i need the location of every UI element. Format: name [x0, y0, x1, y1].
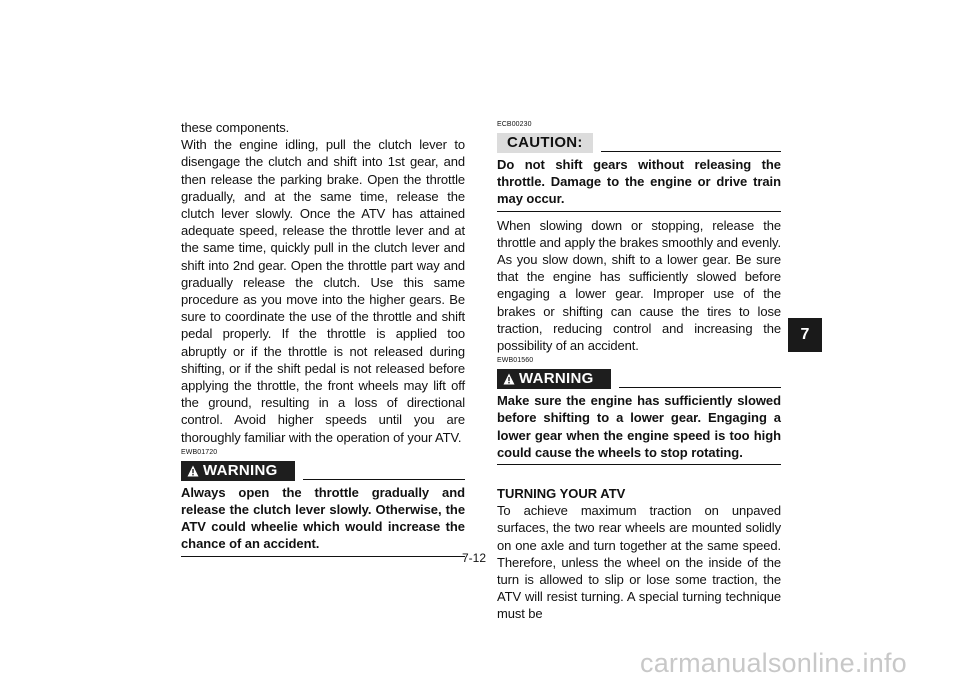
warning-label: WARNING	[203, 461, 278, 479]
section-title: TURNING YOUR ATV	[497, 486, 626, 502]
caution-header	[497, 131, 781, 153]
warning-code: EWB01720	[181, 448, 218, 456]
page-number: 7-12	[462, 551, 487, 565]
caution-badge	[497, 133, 593, 153]
watermark: carmanualsonline.info	[640, 648, 907, 678]
turning-instructions: To achieve maximum traction on unpaved surfaces, the two rear wheels are mounted solidly on one axle and turn together at the same speed. Therefore, unless the wheel on the inside of the turn is allowed to slip or lose some traction, the ATV will resist turning. A special turning technique must be	[497, 503, 781, 622]
warning-text-right: Make sure the engine has sufficiently slowed before shifting to a lower gear. Engaging a lower gear when the engine speed is too high could cause the wheels to stop rotating.	[497, 393, 781, 460]
warning-header-rule-right	[619, 387, 781, 388]
warning-text: Always open the throttle gradually and release the clutch lever slowly. Otherwise, the ATV could wheelie which would increase the chance of an accident.	[181, 484, 465, 552]
left-column	[181, 119, 465, 557]
warning-badge-right	[497, 369, 611, 389]
warning-code-right: EWB01560	[497, 357, 534, 365]
caution-header-rule	[601, 151, 781, 152]
warning-header-right	[497, 367, 781, 389]
slowing-instructions: When slowing down or stopping, release the throttle and apply the brakes smoothly and evenly. As you slow down, shift to a lower gear. Be sure that the engine has sufficiently slowed before engaging a lower gear. Improper use of the brakes or shifting can cause the tires to lose traction, reducing control and increasing the possibility of an accident.	[497, 217, 781, 354]
warning-triangle-icon	[187, 465, 199, 477]
warning-badge	[181, 461, 295, 481]
warning-end-rule	[181, 556, 465, 557]
caution-label: CAUTION:	[507, 134, 583, 151]
shifting-instructions: With the engine idling, pull the clutch lever to disengage the clutch and shift into 1st gear, and then release the parking brake. Open the throttle gradually, and at the same time, release the clutch lever slowly. Once the ATV has attained adequate speed, release the throttle lever and at the same time, quickly pull in the clutch lever and shift into 2nd gear. Open the throttle part way and gradually release the clutch. Use this same procedure as you move into the higher gears. Be sure to coordinate the use of the throttle and shift pedal properly. If the throttle is applied too abruptly or if the throttle is not released during shifting, or if the shift pedal is not released before applying the throttle, the front wheels may lift off the ground, resulting in a loss of directional control. Avoid higher speeds until you are thoroughly familiar with the operation of your ATV.	[181, 137, 465, 445]
warning-label-right: WARNING	[519, 370, 594, 388]
warning-end-rule-right	[497, 464, 781, 465]
warning-header	[181, 459, 465, 481]
warning-header-rule	[303, 479, 465, 480]
chapter-tab: 7	[788, 318, 822, 352]
caution-end-rule	[497, 211, 781, 212]
caution-code: ECB00230	[497, 121, 532, 128]
caution-text: Do not shift gears without releasing the throttle. Damage to the engine or drive train may occur.	[497, 157, 781, 207]
warning-triangle-icon	[503, 373, 515, 385]
intro-text: these components.	[181, 120, 290, 135]
right-column	[497, 119, 781, 623]
